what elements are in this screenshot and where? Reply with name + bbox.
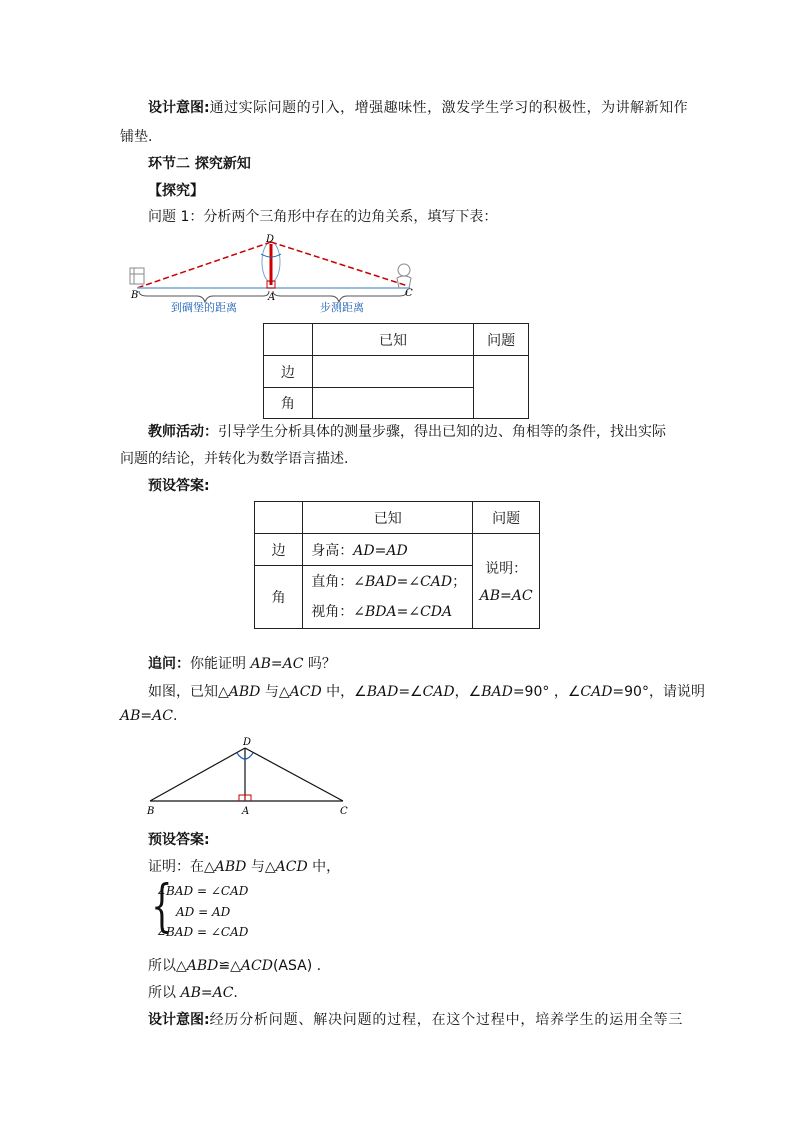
table2-side-expr: AD=AD [353,542,408,559]
design-intent-2-label: 设计意图: [148,1012,210,1028]
table2-question-line1: 说明： [485,561,528,577]
question-1: 问题 1：分析两个三角形中存在的边角关系，填写下表： [148,209,498,225]
proof-so1-t1: ABD [186,958,219,974]
person-at-a-icon [261,242,281,285]
followup-label: 追问： [148,656,190,672]
proof-so1-b: ≌△ [218,958,241,974]
proof-intro-c: 中， [307,859,341,875]
problem-statement-line2 [120,708,177,724]
proof-system-line2: AD = AD [176,905,231,919]
table2-corner [255,502,303,534]
teacher-text-1: 引导学生分析具体的测量步骤，得出已知的边、角相等的条件，找出实际 [218,424,666,440]
fig1-dist-left: 到碉堡的距离 [171,301,237,314]
proof-so1-t2: ACD [240,958,273,974]
proof-intro-t1: ABD [214,859,247,875]
problem-text-g: =90°，请说明 [612,684,705,700]
proof-so2-a: 所以 [148,985,181,1001]
proof-so1-c: (ASA) . [272,958,322,974]
problem-text-c: 中，∠ [321,684,367,700]
section-title: 环节二 探究新知 [148,156,251,172]
table2-cell-side [303,534,473,566]
problem-line2-expr: AB=AC [120,708,173,724]
teacher-text-2: 问题的结论，并转化为数学语言描述. [120,451,349,467]
figure-1-measurement [125,230,425,315]
explore-tag: 【探究】 [148,183,204,199]
teacher-label: 教师活动： [148,424,218,440]
followup-question [148,653,336,673]
left-brace-icon: { [151,874,173,939]
proof-intro-a: 证明：在△ [148,859,215,875]
fig2-label-b: B [147,806,155,817]
fig2-label-a: A [242,806,250,817]
design-intent-1-line2: 铺垫. [120,129,153,145]
design-intent-2 [148,1009,683,1029]
problem-text-f: =90° ，∠ [512,684,581,700]
proof-so2-expr: AB=AC [180,985,234,1001]
table2-header-known: 已知 [303,502,473,534]
proof-intro-t2: ACD [275,859,308,875]
sightline-db [137,242,271,288]
problem-text-a: 如图，已知△ [148,684,229,700]
table2-angle1-expr: ∠BAD=∠CAD [353,574,453,590]
problem-line2-end: . [172,708,178,724]
table1-cell-side [312,356,474,388]
fig1-label-d: D [266,234,275,245]
table2-question-line2: AB=AC [479,588,533,604]
proof-intro [148,856,340,876]
table-1 [263,323,529,419]
bunker-icon [130,268,144,284]
table2-angle1-suffix: ； [452,574,467,590]
figure-2-triangle [140,733,360,818]
table2-side-prefix: 身高： [311,542,354,559]
fig1-label-a: A [268,292,276,303]
preset-answer-label-2: 预设答案: [148,832,210,848]
proof-intro-b: 与△ [246,859,276,875]
design-intent-text: 通过实际问题的引入，增强趣味性，激发学生学习的积极性，为讲解新知作 [209,100,689,116]
table2-angle2-expr: ∠BDA=∠CDA [353,604,453,620]
problem-text-e: ，∠ [454,684,482,700]
followup-text-b: 吗？ [303,656,336,672]
segment-dc [245,748,343,801]
table1-cell-angle [312,388,474,419]
design-intent-label: 设计意图: [148,100,210,116]
teacher-activity [148,421,666,441]
table2-row-side: 边 [255,534,303,566]
problem-angle-3: BAD [481,684,513,700]
problem-text-b: 与△ [260,684,290,700]
sightline-dc [271,242,408,286]
design-intent-1 [148,97,688,117]
followup-text-a: 你能证明 [190,656,251,672]
problem-tri-abd: ABD [228,684,261,700]
proof-so1-a: 所以△ [148,958,187,974]
followup-expr: AB=AC [250,656,304,672]
proof-system-line1: ∠BAD = ∠CAD [156,884,249,898]
segment-db [150,748,245,801]
table-2 [254,501,540,629]
proof-so2-b: . [233,985,238,1001]
table2-cell-question [473,534,540,629]
fig2-label-d: D [243,737,252,748]
table2-angle-line1 [311,567,472,597]
problem-statement-line1 [148,681,705,701]
table1-header-question: 问题 [474,324,529,356]
table1-header-known: 已知 [312,324,474,356]
proof-conclusion-2 [148,982,238,1002]
table1-corner [264,324,313,356]
fig1-label-c: C [405,288,413,299]
problem-angle-1: BAD [366,684,399,700]
problem-text-d: =∠ [398,684,423,700]
design-intent-2-text: 经历分析问题、解决问题的过程，在这个过程中，培养学生的运用全等三 [209,1012,684,1028]
fig2-label-c: C [340,806,348,817]
proof-conclusion-1 [148,955,321,975]
table1-row-side: 边 [264,356,313,388]
problem-angle-4: CAD [580,684,613,700]
table2-cell-angle [303,566,473,629]
problem-angle-2: CAD [422,684,455,700]
table2-angle1-prefix: 直角： [311,574,354,590]
proof-system-line3: ∠BAD = ∠CAD [156,925,249,939]
problem-tri-acd: ACD [289,684,322,700]
table2-angle2-prefix: 视角： [311,604,354,620]
table2-angle-line2 [311,597,472,627]
table1-cell-question [474,356,529,419]
table2-row-angle: 角 [255,566,303,629]
fig1-label-b: B [131,290,139,301]
table1-row-angle: 角 [264,388,313,419]
fig1-dist-right: 步测距离 [320,301,364,314]
right-angle-mark-a [239,795,251,801]
table2-header-question: 问题 [473,502,540,534]
preset-answer-label: 预设答案: [148,478,210,494]
